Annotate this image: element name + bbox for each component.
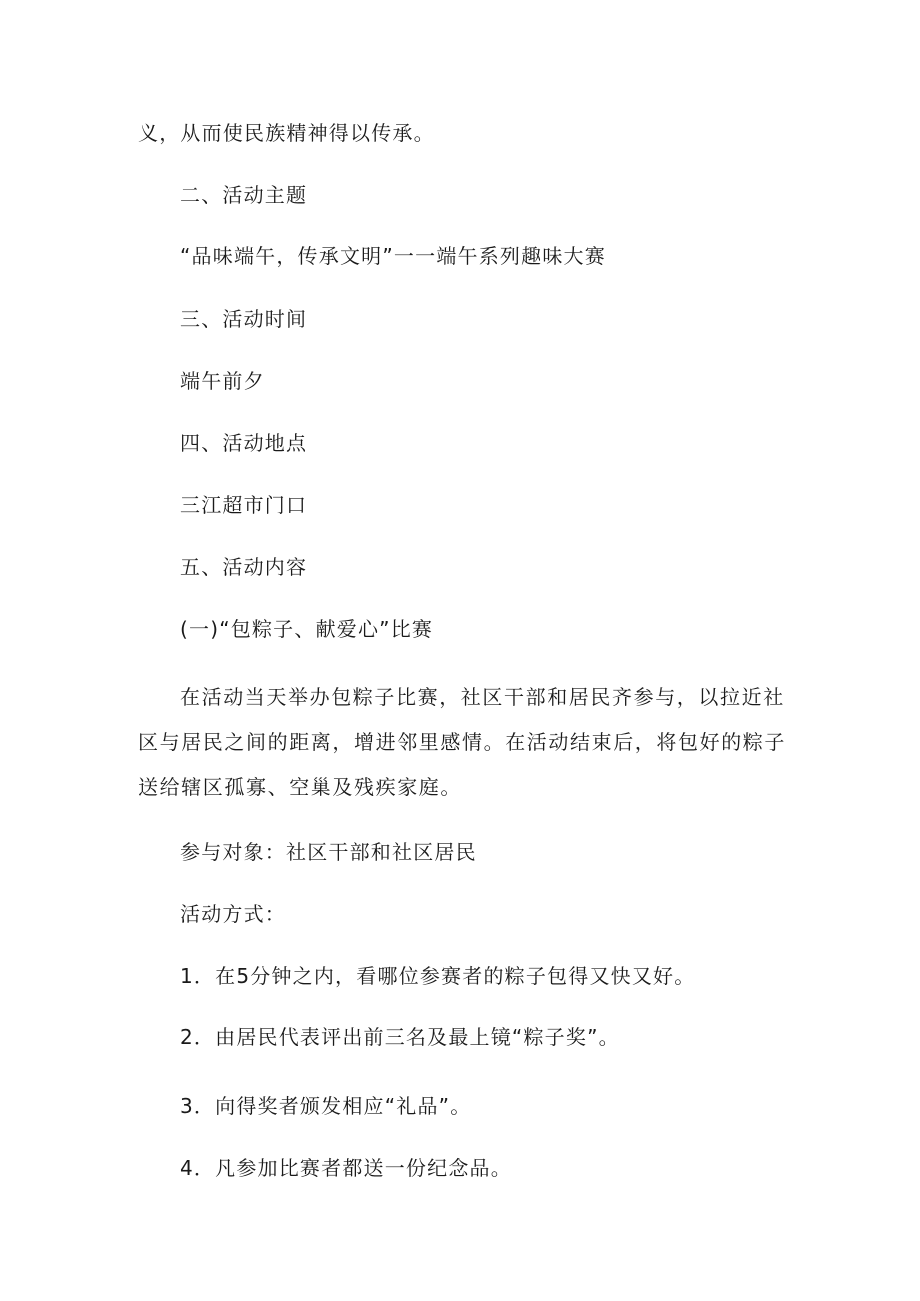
section-heading-content: 五、活动内容 — [180, 555, 308, 579]
subsection-heading: (一)“包粽子、献爱心”比赛 — [180, 617, 434, 641]
section-heading-location: 四、活动地点 — [180, 431, 308, 455]
body-paragraph: 在活动当天举办包粽子比赛，社区干部和居民齐参与，以拉近社区与居民之间的距离，增进邻里感情。在活动结束后，将包好的粽子送给辖区孤寡、空巢及残疾家庭。 — [138, 685, 786, 799]
location-text: 三江超市门口 — [180, 493, 308, 517]
method-label: 活动方式： — [180, 902, 286, 926]
list-item: 1．在5分钟之内，看哪位参赛者的粽子包得又快又好。 — [180, 964, 696, 988]
time-text: 端午前夕 — [180, 369, 265, 393]
list-item: 4．凡参加比赛者都送一份纪念品。 — [180, 1156, 512, 1180]
list-item: 3．向得奖者颁发相应“礼品”。 — [180, 1094, 472, 1118]
section-heading-theme: 二、活动主题 — [180, 183, 308, 207]
list-item: 2．由居民代表评出前三名及最上镜“粽子奖”。 — [180, 1025, 620, 1049]
participants-text: 参与对象：社区干部和社区居民 — [180, 840, 477, 864]
section-heading-time: 三、活动时间 — [180, 307, 308, 331]
continuation-text: 义，从而使民族精神得以传承。 — [138, 121, 435, 145]
theme-text: “品味端午，传承文明”一一端午系列趣味大赛 — [180, 244, 606, 268]
